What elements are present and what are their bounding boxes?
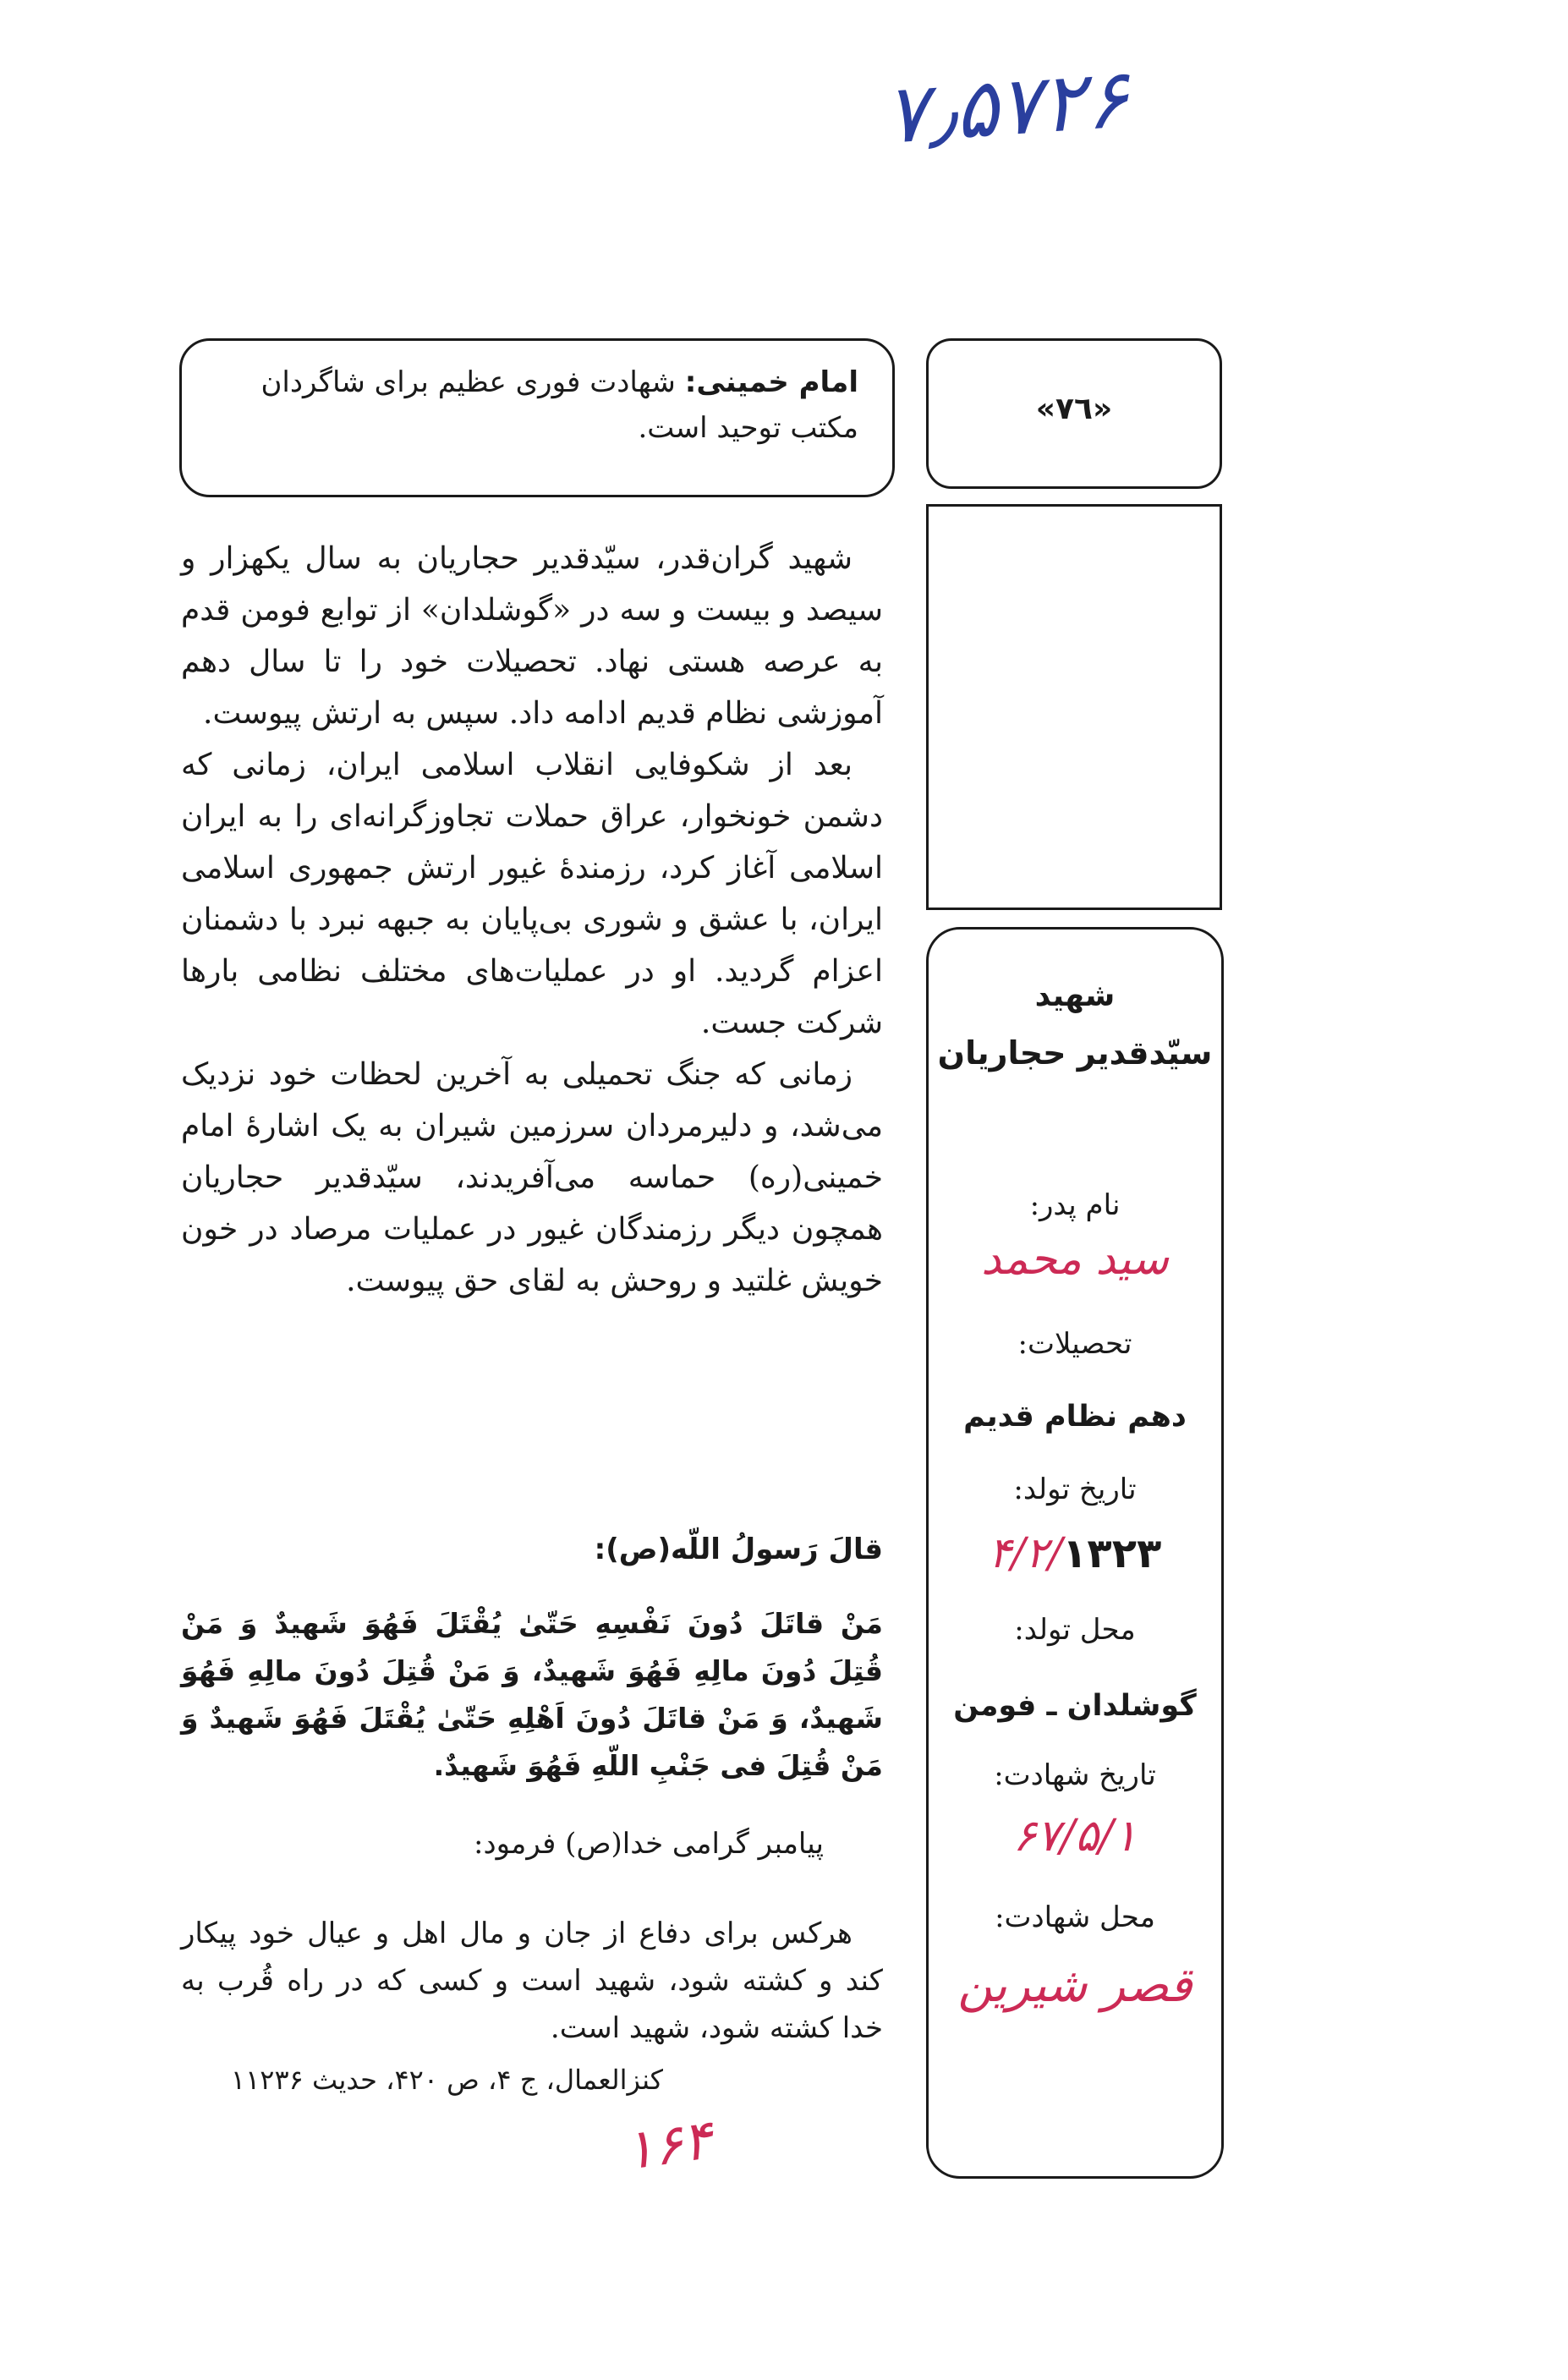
quote-speaker: امام خمینی:: [684, 365, 858, 399]
hadith-translation: هرکس برای دفاع از جان و مال اهل و عیال خود پیکار کند و کشته شود، شهید است و کسی که در راه قُرب به خدا کشته شود، شهید است.: [181, 1917, 883, 2045]
birth-date-row: [929, 1528, 1221, 1577]
birth-date-label: تاریخ تولد:: [1013, 1472, 1137, 1506]
profile-box: [926, 927, 1224, 2179]
biography: [181, 533, 883, 1307]
hadith-section: [181, 1533, 883, 2096]
father-value: سید محمد: [981, 1234, 1169, 1285]
death-place-label: محل شهادت:: [995, 1900, 1155, 1934]
birth-date-printed: ۱۳۲۳: [1062, 1530, 1162, 1577]
hadith-intro: پیامبر گرامی خدا(ص) فرمود:: [473, 1827, 824, 1861]
page-number: «۷٦»: [1035, 392, 1113, 426]
death-date-value: ۶۷/۵/۱: [1012, 1811, 1138, 1862]
martyr-name: سیّدقدیر حجاریان: [937, 1034, 1213, 1072]
birth-place-value: گوشلدان ـ فومن: [953, 1689, 1197, 1723]
biography-paragraph: زمانی که جنگ تحمیلی به آخرین لحظات خود نزدیک می‌شد، و دلیرمردان سرزمین شیران به یک اشارهٔ امام خمینی(ره) حماسه می‌آفریدند، سیّدقدیر حجاریان همچون دیگر رزمندگان غیور در عملیات مرصاد در خون خویش غلتید و روحش به لقای حق پیوست.: [181, 1057, 883, 1298]
quote-box: [179, 338, 895, 497]
death-date-label: تاریخ شهادت:: [994, 1758, 1156, 1792]
biography-paragraph: شهید گران‌قدر، سیّدقدیر حجاریان به سال یکهزار و سیصد و بیست و سه در «گوشلدان» از توابع فومن قدم به عرصه هستی نهاد. تحصیلات خود را تا سال دهم آموزشی نظام قدیم ادامه داد. سپس به ارتش پیوست.: [181, 541, 884, 731]
profile-title: شهید: [1034, 979, 1116, 1013]
birth-date-handwritten: ۴/۲/: [988, 1528, 1063, 1577]
hadith-arabic: مَنْ قاتَلَ دُونَ نَفْسِهِ حَتّیٰ یُقْتَلَ فَهُوَ شَهیدٌ وَ مَنْ قُتِلَ دُونَ مالِهِ فَهُوَ شَهیدٌ، وَ مَنْ قُتِلَ دُونَ مالِهِ فَهُوَ شَهیدٌ، وَ مَنْ قاتَلَ دُونَ اَهْلِهِ حَتّیٰ یُقْتَلَ فَهُوَ شَهیدٌ وَ مَنْ قُتِلَ فی جَنْبِ اللّهِ فَهُوَ شَهیدٌ.: [181, 1607, 883, 1782]
hadith-source: کنزالعمال، ج ۴، ص ۴۲۰، حدیث ۱۱۲۳۶: [230, 2064, 663, 2096]
education-value: دهم نظام قدیم: [963, 1400, 1187, 1434]
education-label: تحصیلات:: [1017, 1327, 1132, 1361]
archive-number: ۷٫۵۷۲۶: [880, 51, 1132, 162]
margin-note: ۱۶۴: [620, 2109, 716, 2183]
photo-frame: [926, 504, 1222, 910]
death-place-value: قصر شیرین: [957, 1958, 1192, 2013]
quote-text: شهادت فوری عظیم برای شاگردان مکتب توحید است.: [260, 365, 858, 445]
hadith-heading: قالَ رَسولُ اللّه(ص):: [594, 1533, 883, 1566]
father-label: نام پدر:: [1029, 1188, 1121, 1222]
birth-place-label: محل تولد:: [1014, 1613, 1136, 1647]
biography-paragraph: بعد از شکوفایی انقلاب اسلامی ایران، زمانی که دشمن خونخوار، عراق حملات تجاوزگرانه‌ای را به ایران اسلامی آغاز کرد، رزمندهٔ غیور ارتش جمهوری اسلامی ایران، با عشق و شوری بی‌پایان به جبهه نبرد با دشمنان اعزام گردید. او در عملیات‌های مختلف نظامی بارها شرکت جست.: [181, 748, 883, 1040]
page-number-box: [926, 338, 1222, 489]
